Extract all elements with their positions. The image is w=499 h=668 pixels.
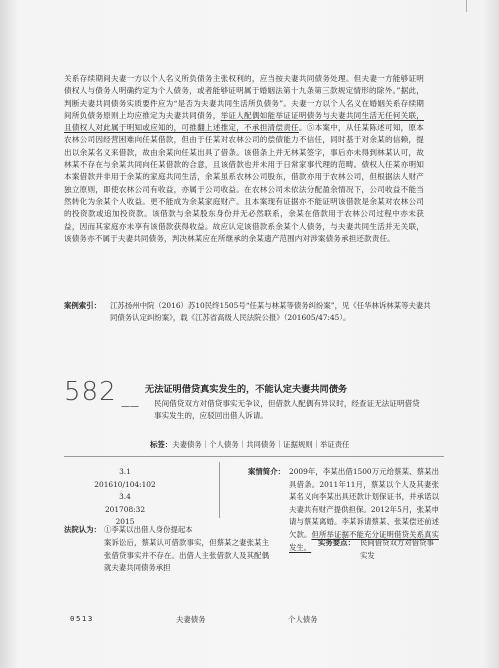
page-edge-mark [466, 0, 467, 12]
facts-body: 2009年，李某出借1500万元给蔡某、蔡某出具借条。2011年11月，蔡某以个人及其妻张某名义向李某出具还款计划保证书，并承诺以夫妻共有财产提供担保。2012年5月，张某申请与蔡某离婚。李某诉请蔡某、张某偿还前述欠款。 [289, 467, 439, 539]
practice-label: 实务要点： [318, 538, 355, 547]
case-title: 无法证明借贷真实发生的，不能认定夫妻共同债务 [145, 384, 348, 395]
page-number: 0513 [70, 614, 94, 623]
keywords-text: 夫妻债务｜个人债务｜共同债务｜证据规则｜举证责任 [172, 440, 350, 449]
meta-line: 3.1 [119, 467, 131, 476]
body-paragraph [64, 73, 424, 245]
practice-text: 民间借贷双方对借贷事实发 [360, 538, 434, 560]
meta-line: 201708:32 [104, 504, 146, 514]
case-subtitle: 民间借贷双方对借贷事实无争议，但借款人配偶有异议时，经查证无法证明借贷事实发生的，应驳回出借人诉请。 [154, 399, 420, 420]
facts-label: 案情简介： [248, 467, 285, 476]
keywords-label: 标签： [150, 440, 173, 449]
meta-line: 201610/104:102 [94, 479, 156, 489]
section-divider [64, 456, 444, 457]
citation-meta [70, 466, 180, 529]
case-reference-text: 江苏扬州中院（2016）苏10民终1505号“任某与林某等债务纠纷案”，见《任华林诉林某等夫妻共同债务认定纠纷案》，载《江苏省高级人民法院公报》（201605/47:45）。 [110, 301, 431, 322]
reasoning-point1: ①李某以出借人身份提起本 [104, 525, 193, 534]
case-number: 582 [64, 377, 117, 407]
case-reference-label: 案例索引： [64, 301, 101, 310]
page-shadow [483, 0, 499, 668]
case-keywords [150, 439, 350, 450]
body-text-b: 。⑤本案中，从任某陈述可知，原本农林公司因经营困难向任某借款，但由于任某对农林公司的偿债能力不信任，同时基于对余某的信赖，提出以余某名义来借款，故由余某向任某出具了借条。该借条上并无林某签字，事后亦未得到林某认可，故林某不存在与余某共同向任某借款的合意，且该借款也并未用于日常家事代理的范畴。债权人任某亦明知本案借款并非用于余某的家庭共同生活，余某虽系农林公司股东，借款亦用于农林公司，但根据法人财产独立原则，即使农林公司有收益，亦属于公司收益。在农林公司未依法分配盈余情况下，公司收益不能当然转化为余某个人收益。更不能成为余某家庭财产。且本案现有证据亦不能证明该借款是余某对农林公司的投资款或追加投资款。该借款与余某股东身份并无必然联系，余某在借款用于农林公司过程中亦未获益，因而其家庭亦未享有该借款获得收益。故应认定该借款系余某个人债务，与夫妻共同生活并无关联，该债务亦不属于夫妻共同债务，判决林某应在所继承的余某遗产范围内对涉案债务承担还款责任。 [64, 123, 424, 243]
meta-line: 3.4 [119, 492, 131, 502]
subtitle-dash: —— [121, 402, 139, 412]
reasoning-point2: 案诉讼后，蔡某认可借款事实，但蔡某之妻张某主张借贷事实并不存在。出借人主张借款人及其配偶就夫妻共同债务承担 [104, 538, 269, 573]
body-text-a: 关系存续期间夫妻一方以个人名义所负债务主张权利的，应当按夫妻共同债务处理。但夫妻一方能够证明债权人与债务人明确约定为个人债务，或者能够证明属于婚姻法第十九条第三款规定情形的除外。”据此，判断夫妻共同债务实质要件应为“是否为夫妻共同生活所负债务”。夫妻一方以个人名义在婚姻关系存续期间所负债务原则上均应推定为夫妻共同债务， [64, 74, 424, 120]
reasoning-label: 法院认为： [64, 525, 101, 534]
facts-underlined: 但所举证据不能充分证明借贷关系真实发生。 [289, 529, 439, 552]
column-divider [219, 462, 220, 518]
meta-line: 2015 [115, 517, 135, 527]
footer-section-2: 个人债务 [288, 615, 318, 624]
underlined-passage: 举证人配偶如能举证证明债务与夫妻共同生活无任何关联，且债权人对此属于明知或应知的，可推翻上述推定，不承担清偿责任 [64, 110, 424, 133]
footer-section-1: 夫妻债务 [176, 615, 206, 624]
